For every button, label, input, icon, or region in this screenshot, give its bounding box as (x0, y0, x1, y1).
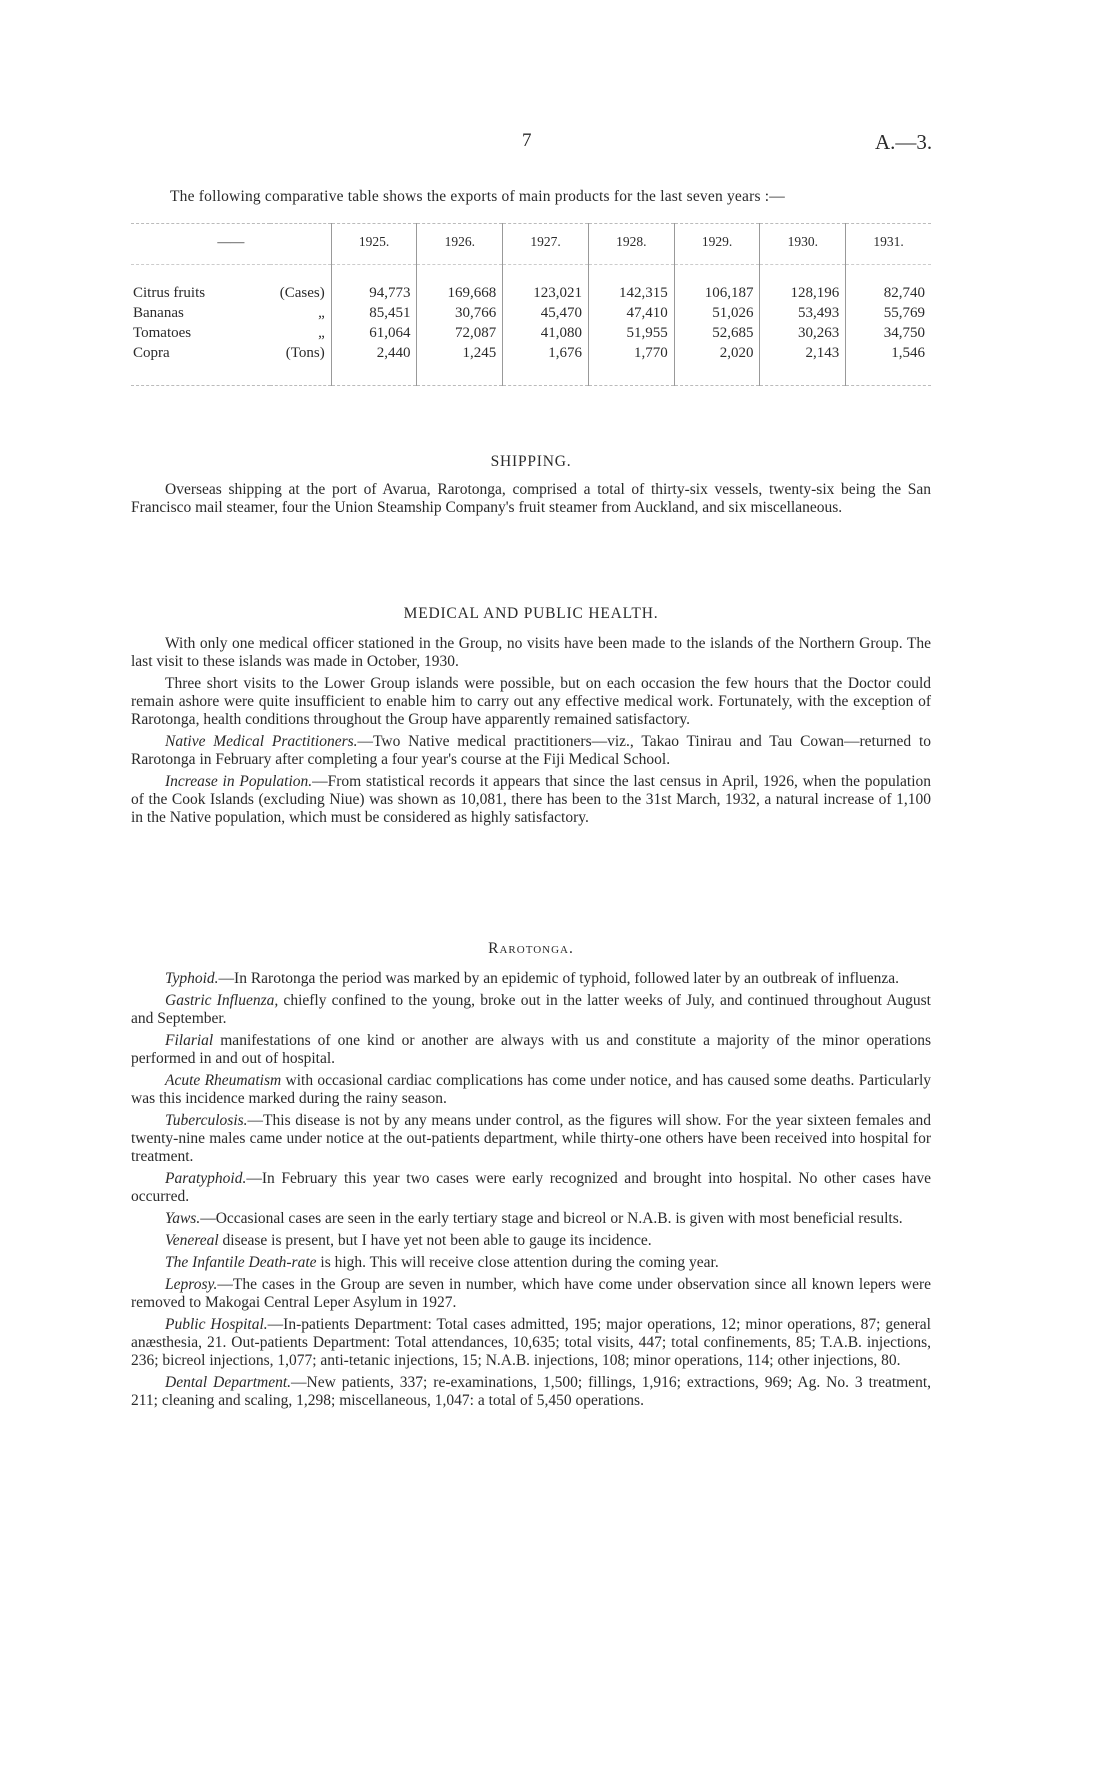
table-row (131, 343, 931, 386)
paragraph-heading: Typhoid. (165, 970, 219, 987)
paragraph-text: —The cases in the Group are seven in number, which have come under observation since all known lepers were removed to Makogai Central Leper Asylum in 1927. (131, 1276, 931, 1311)
export-value: 123,021 (503, 265, 589, 304)
section-title: MEDICAL AND PUBLIC HEALTH. (403, 605, 659, 622)
paragraph-text: —In-patients Department: Total cases admitted, 195; major operations, 12; minor operations, 87; general anæsthesia, 21. Out-patients Department: Total attendances, 10,635; total visits, 447; total confinements, 85; T.A.B. injections, 236; bicreol injections, 1,077; anti-tetanic injections, 15; N.A.B. injections, 108; minor operations, 114; other injections, 80. (131, 1316, 931, 1369)
paragraph-text: with occasional cardiac complications has come under notice, and has caused some deaths. Particularly was this incidence marked during the rainy season. (131, 1072, 931, 1107)
export-value: 45,470 (503, 303, 589, 323)
paragraph-text: is high. This will receive close attention during the coming year. (316, 1254, 719, 1271)
paragraph (131, 733, 931, 769)
year-header: 1928. (588, 224, 674, 265)
paragraph (131, 970, 931, 988)
paragraph-heading: Tuberculosis. (165, 1112, 248, 1129)
export-value: 94,773 (331, 265, 417, 304)
paragraph-text: —In February this year two cases were early recognized and brought into hospital. No other cases have occurred. (131, 1170, 931, 1205)
export-value: 47,410 (588, 303, 674, 323)
paragraph-heading: The Infantile Death-rate (165, 1254, 317, 1271)
export-value: 82,740 (846, 265, 931, 304)
product-unit: (Cases) (279, 285, 325, 301)
export-value: 142,315 (588, 265, 674, 304)
export-value: 34,750 (846, 323, 931, 343)
medical-section (131, 605, 931, 827)
document-reference: A.—3. (875, 130, 933, 154)
export-value: 30,766 (417, 303, 503, 323)
export-value: 169,668 (417, 265, 503, 304)
paragraph (131, 1032, 931, 1068)
paragraph (131, 773, 931, 827)
paragraph (131, 1316, 931, 1370)
export-value: 61,064 (331, 323, 417, 343)
export-value: 1,770 (588, 343, 674, 386)
paragraph-heading: Increase in Population. (165, 773, 313, 790)
paragraph: Overseas shipping at the port of Avarua, Rarotonga, comprised a total of thirty-six vessels, twenty-six being the San Francisco mail steamer, four the Union Steamship Company's fruit steamer from Auckland, and six miscellaneous. (131, 481, 931, 516)
table-intro: The following comparative table shows the exports of main products for the last seven years :— (170, 188, 785, 205)
export-value: 51,026 (674, 303, 760, 323)
paragraph (131, 1232, 931, 1250)
product-unit: „ (318, 305, 325, 321)
paragraph-heading: Paratyphoid. (165, 1170, 247, 1187)
page-number: 7 (522, 130, 532, 151)
product-unit: (Tons) (285, 345, 325, 361)
paragraph-heading: Public Hospital. (165, 1316, 268, 1333)
paragraph-heading: Venereal (165, 1232, 219, 1249)
paragraph-text: —This disease is not by any means under control, as the figures will show. For the year sixteen females and twenty-nine males came under notice at the out-patients department, while thirty-one others have been received into hospital for treatment. (131, 1112, 931, 1165)
export-value: 1,245 (417, 343, 503, 386)
export-value: 72,087 (417, 323, 503, 343)
paragraph (131, 1072, 931, 1108)
paragraph: With only one medical officer stationed in the Group, no visits have been made to the islands of the Northern Group. The last visit to these islands was made in October, 1930. (131, 635, 931, 670)
product-unit: „ (318, 325, 325, 341)
section-title: SHIPPING. (490, 453, 572, 470)
section-title: Rarotonga. (488, 940, 574, 957)
paragraph-text: —New patients, 337; re-examinations, 1,500; fillings, 1,916; extractions, 969; Ag. No. 3 treatment, 211; cleaning and scaling, 1,298; miscellaneous, 1,047: a total of 5,450 operations. (131, 1374, 931, 1409)
paragraph-text: —Occasional cases are seen in the early tertiary stage and bicreol or N.A.B. is given with most beneficial results. (200, 1210, 903, 1227)
paragraph-text: —From statistical records it appears that since the last census in April, 1926, when the population of the Cook Islands (excluding Niue) was shown as 10,081, there has been to the 31st March, 1932, a natural increase of 1,100 in the Native population, which must be considered as highly satisfactory. (131, 773, 931, 826)
year-header: 1929. (674, 224, 760, 265)
export-value: 51,955 (588, 323, 674, 343)
table-row (131, 265, 931, 304)
rarotonga-section (131, 940, 931, 1410)
table-row (131, 323, 931, 343)
paragraph-text: —In Rarotonga the period was marked by an epidemic of typhoid, followed later by an outbreak of influenza. (218, 970, 900, 987)
table-header-row (131, 224, 931, 265)
paragraph-heading: Native Medical Practitioners. (165, 733, 358, 750)
shipping-section (131, 453, 931, 517)
export-value: 2,440 (331, 343, 417, 386)
export-value: 1,546 (846, 343, 931, 386)
paragraph-heading: Dental Department. (165, 1374, 292, 1391)
year-header: 1931. (846, 224, 931, 265)
paragraph: Three short visits to the Lower Group islands were possible, but on each occasion the few hours that the Doctor could remain ashore were quite insufficient to enable him to carry out any effective medical work. Fortunately, with the exception of Rarotonga, health conditions throughout the Group have apparently remained satisfactory. (131, 675, 931, 728)
paragraph (131, 1374, 931, 1410)
header-corner: —— (131, 224, 331, 265)
year-header: 1927. (503, 224, 589, 265)
export-value: 41,080 (503, 323, 589, 343)
paragraph (131, 1210, 931, 1228)
year-header: 1925. (331, 224, 417, 265)
year-header: 1926. (417, 224, 503, 265)
export-value: 2,143 (760, 343, 846, 386)
export-value: 85,451 (331, 303, 417, 323)
product-name: Copra (133, 345, 170, 361)
export-value: 52,685 (674, 323, 760, 343)
paragraph (131, 992, 931, 1028)
paragraph (131, 1112, 931, 1166)
export-value: 30,263 (760, 323, 846, 343)
export-value: 55,769 (846, 303, 931, 323)
paragraph-text: manifestations of one kind or another are always with us and constitute a majority of the minor operations performed in and out of hospital. (131, 1032, 931, 1067)
paragraph (131, 1276, 931, 1312)
paragraph-heading: Acute Rheumatism (165, 1072, 282, 1089)
export-value: 128,196 (760, 265, 846, 304)
product-name: Bananas (133, 305, 184, 321)
paragraph-heading: Leprosy. (165, 1276, 218, 1293)
product-name: Tomatoes (133, 325, 192, 341)
paragraph-text: —Two Native medical practitioners—viz., Takao Tinirau and Tau Cowan—returned to Rarotonga in February after completing a four year's course at the Fiji Medical School. (131, 733, 931, 768)
export-value: 106,187 (674, 265, 760, 304)
table-row (131, 303, 931, 323)
paragraph-heading: Gastric Influenza, (165, 992, 279, 1009)
paragraph-text: chiefly confined to the young, broke out in the latter weeks of July, and continued throughout August and September. (131, 992, 931, 1027)
export-value: 53,493 (760, 303, 846, 323)
product-name: Citrus fruits (133, 285, 206, 301)
paragraph-text: disease is present, but I have yet not been able to gauge its incidence. (218, 1232, 652, 1249)
paragraph-heading: Yaws. (165, 1210, 201, 1227)
paragraph-heading: Filarial (165, 1032, 214, 1049)
exports-table (131, 223, 931, 386)
export-value: 2,020 (674, 343, 760, 386)
year-header: 1930. (760, 224, 846, 265)
export-value: 1,676 (503, 343, 589, 386)
paragraph (131, 1170, 931, 1206)
paragraph (131, 1254, 931, 1272)
